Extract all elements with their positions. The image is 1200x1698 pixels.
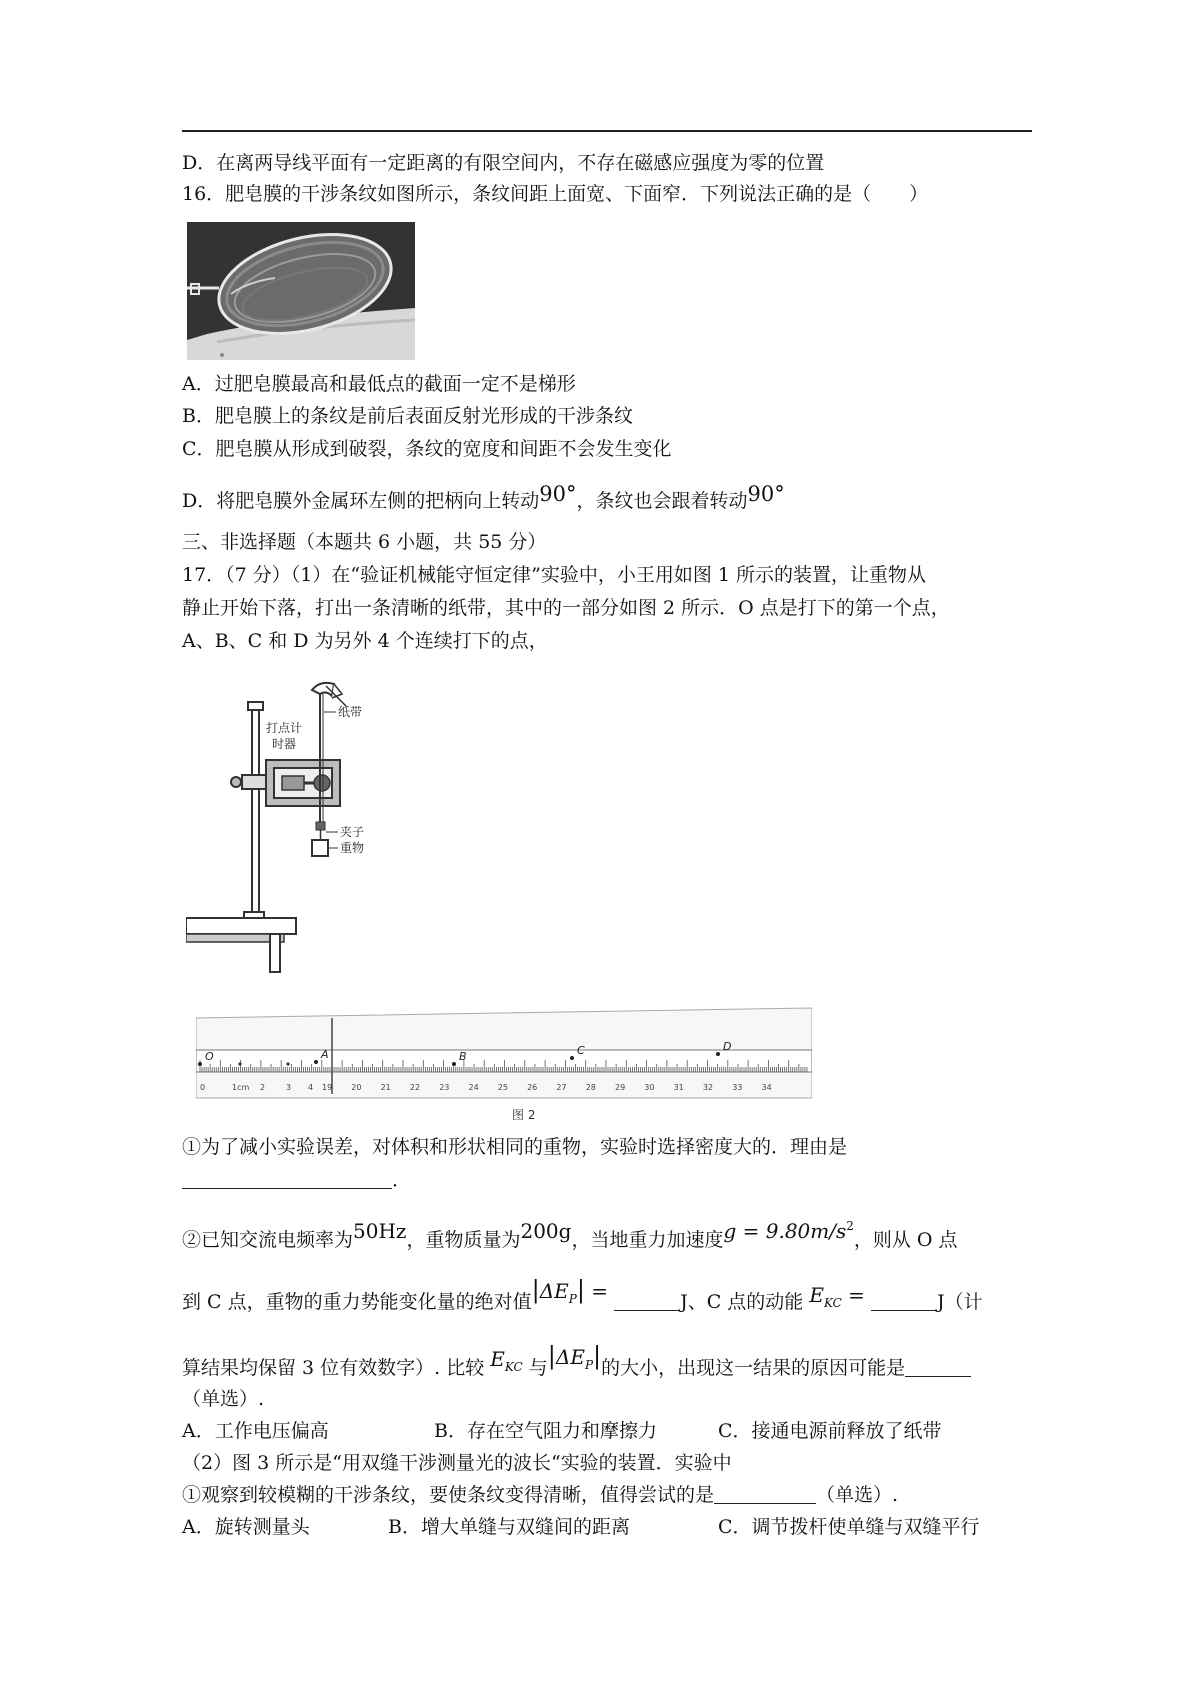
part2-choice-a: A．旋转测量头 — [182, 1516, 310, 1538]
q17-sub1: ①为了减小实验误差，对体积和形状相同的重物，实验时选择密度大的．理由是 — [182, 1136, 848, 1158]
part2-choice-b: B．增大单缝与双缝间的距离 — [388, 1516, 630, 1538]
q16-option-b: B．肥皂膜上的条纹是前后表面反射光形成的干涉条纹 — [182, 405, 633, 427]
ruler-tick-label: 2 — [260, 1083, 266, 1092]
figure1-apparatus — [186, 672, 386, 974]
mass-value: 200g — [520, 1219, 572, 1243]
tape-point-label-o: O — [205, 1050, 214, 1063]
q17-line-e: （单选）. — [182, 1388, 265, 1410]
delta-ep-expr-2: $|\Delta E_P|$ — [547, 1342, 602, 1372]
section3-title: 三、非选择题（本题共 6 小题，共 55 分） — [182, 531, 547, 553]
tape-point-label-d: D — [723, 1040, 732, 1053]
tape-point-label-b: B — [459, 1050, 467, 1063]
ruler-tick-label: 4 — [308, 1083, 314, 1092]
tape-dot — [238, 1062, 241, 1065]
tape-point-d — [716, 1052, 720, 1056]
g-exponent: 2 — [846, 1219, 854, 1233]
ruler-tick-label: 21 — [380, 1083, 391, 1092]
sub2-text2: ，重物质量为 — [406, 1229, 521, 1251]
delta-ep: ΔE — [539, 1279, 569, 1303]
ruler-tick-label: 31 — [673, 1083, 684, 1092]
g-expr: g = 9.80m/s — [723, 1219, 847, 1243]
tape-point-b — [452, 1062, 456, 1066]
q16-stem: 16．肥皂膜的干涉条纹如图所示，条纹间距上面宽、下面窄．下列说法正确的是（ ） — [182, 183, 929, 205]
q16-option-d-text1: D．将肥皂膜外金属环左侧的把柄向上转动 — [182, 490, 540, 512]
ruler-tick-label: 19 — [322, 1083, 333, 1092]
ruler-tick-label: 32 — [702, 1083, 714, 1092]
ruler-tick-label: 0 — [200, 1083, 206, 1092]
label-clip: 夹子 — [340, 825, 365, 839]
tape-point-label-c: C — [577, 1044, 585, 1057]
q17-part2-sub1 — [182, 1482, 898, 1508]
ekc-e-2: E — [490, 1347, 505, 1371]
answer-blank-part2[interactable] — [714, 1485, 816, 1504]
q16-option-d-text2: ，条纹也会跟着转动 — [576, 490, 748, 512]
answer-blank-reason[interactable] — [182, 1170, 392, 1189]
tape-point-o — [198, 1062, 202, 1066]
ekc-expr-2 — [490, 1347, 523, 1374]
label-tape: 纸带 — [338, 705, 363, 719]
label-timer-1: 打点计 — [266, 721, 303, 735]
q15-option-d: D．在离两导线平面有一定距离的有限空间内，不存在磁感应强度为零的位置 — [182, 152, 825, 174]
q17-part2: （2）图 3 所示是“用双缝干涉测量光的波长“实验的装置．实验中 — [182, 1452, 732, 1474]
ruler-tick-label: 28 — [585, 1083, 596, 1092]
part2-sub1-text: ①观察到较模糊的干涉条纹，要使条纹变得清晰，值得尝试的是 — [182, 1484, 715, 1506]
ruler-tick-label: 1cm — [232, 1083, 250, 1092]
figure2-caption: 图 2 — [512, 1108, 536, 1122]
delta-ep-expr: $|\Delta E_P|$ = — [531, 1276, 609, 1306]
tape-point-label-a: A — [321, 1048, 329, 1061]
ep-subscript: P — [568, 1292, 577, 1306]
answer-blank-ekc[interactable] — [871, 1292, 937, 1311]
label-weight: 重物 — [340, 841, 365, 855]
sub1-period: ． — [392, 1169, 412, 1191]
ep-subscript-2: P — [584, 1358, 594, 1372]
q17-line-c — [182, 1276, 983, 1322]
ruler-tick-label: 27 — [556, 1083, 567, 1092]
g-expression — [723, 1219, 853, 1243]
compare-with: 与 — [528, 1357, 548, 1379]
choice-c: C．接通电源前释放了纸带 — [718, 1420, 942, 1442]
answer-blank-reason-choice[interactable] — [905, 1358, 971, 1377]
lined-text2: 的大小，出现这一结果的原因可能是 — [601, 1357, 906, 1379]
ruler-tick-label: 29 — [615, 1083, 626, 1092]
ruler-tick-label: 23 — [439, 1083, 450, 1092]
part2-choice-c: C．调节拨杆使单缝与双缝平行 — [718, 1516, 980, 1538]
label-timer-2: 时器 — [272, 737, 297, 751]
sub2-text4: ，则从 O 点 — [853, 1229, 958, 1251]
ruler-tick-label: 22 — [409, 1083, 421, 1092]
angle-90-second: 90° — [747, 482, 785, 506]
tape-point-c — [570, 1056, 574, 1060]
tape-point-a — [314, 1060, 318, 1064]
ruler-tick-label: 20 — [351, 1083, 362, 1092]
ruler-tick-label: 3 — [286, 1083, 292, 1092]
sub2-text1: ②已知交流电频率为 — [182, 1229, 354, 1251]
lined-text1: 算结果均保留 3 位有效数字）. 比较 — [182, 1357, 485, 1379]
linec-text1: 到 C 点，重物的重力势能变化量的绝对值 — [182, 1291, 532, 1313]
ruler-tick-label: 30 — [644, 1083, 655, 1092]
ekc-expr-1 — [809, 1283, 865, 1310]
ruler-tick-label: 34 — [761, 1083, 772, 1092]
ruler-tick-label: 33 — [732, 1083, 743, 1092]
delta-ep-2: ΔE — [555, 1345, 585, 1369]
q16-option-a: A．过肥皂膜最高和最低点的截面一定不是梯形 — [182, 373, 576, 395]
choice-b: B．存在空气阻力和摩擦力 — [434, 1420, 657, 1442]
linec-text3: J（计 — [936, 1291, 983, 1313]
top-rule — [182, 130, 1032, 132]
figure2-paper-tape — [196, 1004, 812, 1122]
q17-line3: A、B、C 和 D 为另外 4 个连续打下的点， — [182, 630, 548, 652]
sub2-text3: ，当地重力加速度 — [571, 1229, 724, 1251]
q16-option-d — [182, 482, 785, 514]
q17-line2: 静止开始下落，打出一条清晰的纸带，其中的一部分如图 2 所示．O 点是打下的第一个点， — [182, 597, 950, 619]
tape-dot — [286, 1062, 289, 1065]
ekc-subscript-2: KC — [504, 1360, 523, 1374]
q17-sub1-answer — [182, 1167, 411, 1193]
ruler-tick-label: 26 — [527, 1083, 538, 1092]
ruler-tick-label: 24 — [468, 1083, 479, 1092]
linec-text2: J、C 点的动能 — [680, 1291, 804, 1313]
angle-90-first: 90° — [539, 482, 577, 506]
q17-line1: 17．（7 分）（1）在“验证机械能守恒定律”实验中，小王用如图 1 所示的装置，让重物从 — [182, 564, 926, 586]
choice-a: A．工作电压偏高 — [182, 1420, 329, 1442]
q17-sub2 — [182, 1221, 958, 1253]
part2-sub1-end: （单选）. — [816, 1484, 899, 1506]
ekc-e: E — [809, 1283, 824, 1307]
freq-value: 50Hz — [353, 1219, 407, 1243]
answer-blank-ep[interactable] — [614, 1292, 680, 1311]
q16-option-c: C．肥皂膜从形成到破裂，条纹的宽度和间距不会发生变化 — [182, 438, 672, 460]
equals-1: = — [584, 1279, 609, 1303]
ruler-tick-label: 25 — [497, 1083, 508, 1092]
ekc-subscript: KC — [823, 1296, 842, 1310]
equals-2: = — [841, 1283, 865, 1307]
soap-film-photo — [187, 222, 415, 360]
q17-line-d — [182, 1342, 971, 1388]
